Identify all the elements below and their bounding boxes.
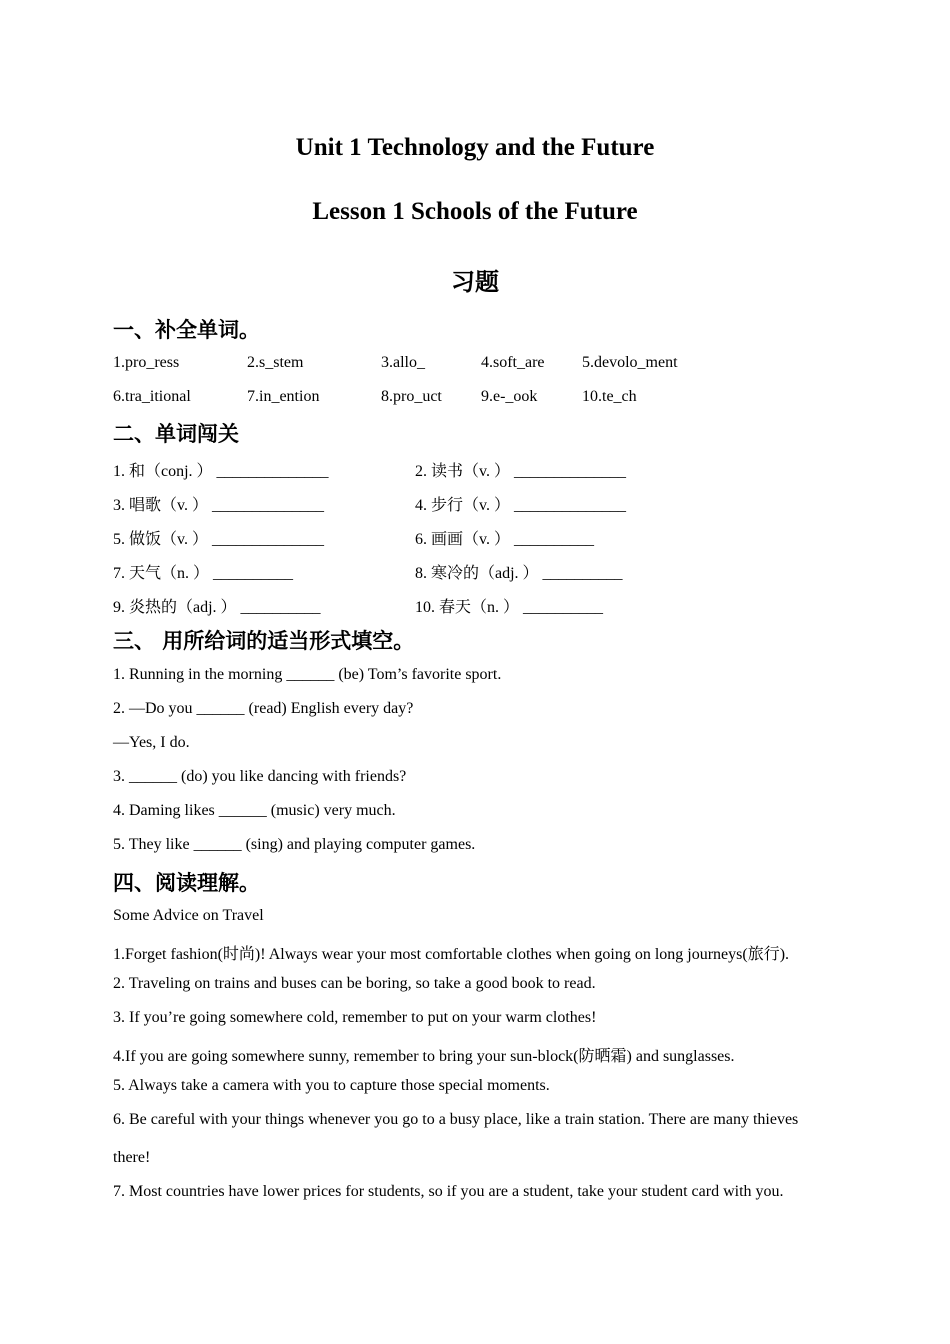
vocab-item: 6. 画画（v. ） __________ [415,531,594,548]
word-item: 10.te_ch [582,388,637,405]
vocab-item: 2. 读书（v. ） ______________ [415,463,626,480]
fill-blank-line: 4. Daming likes ______ (music) very much. [113,802,396,819]
word-item: 2.s_stem [247,354,304,371]
passage-line: 3. If you’re going somewhere cold, remember to put on your warm clothes! [113,1009,597,1026]
passage-title: Some Advice on Travel [113,907,264,924]
passage-line: 5. Always take a camera with you to capture those special moments. [113,1077,550,1094]
word-item: 4.soft_are [481,354,545,371]
word-item: 1.pro_ress [113,354,180,371]
vocab-item: 5. 做饭（v. ） ______________ [113,531,324,548]
exercises-title: 习题 [451,268,499,296]
passage-line: 2. Traveling on trains and buses can be boring, so take a good book to read. [113,975,596,992]
fill-blank-line: —Yes, I do. [113,734,190,751]
passage-line: 7. Most countries have lower prices for students, so if you are a student, take your student card with you. [113,1183,784,1200]
vocab-item: 10. 春天（n. ） __________ [415,599,604,616]
fill-blank-line: 5. They like ______ (sing) and playing computer games. [113,836,476,853]
section2-heading: 二、单词闯关 [113,422,239,446]
vocab-item: 3. 唱歌（v. ） ______________ [113,497,324,514]
fill-blank-line: 2. —Do you ______ (read) English every day? [113,700,414,717]
word-item: 8.pro_uct [381,388,442,405]
fill-blank-line: 3. ______ (do) you like dancing with friends? [113,768,407,785]
vocab-item: 1. 和（conj. ） ______________ [113,463,329,480]
passage-line: 6. Be careful with your things whenever you go to a busy place, like a train station. There are many thieves [113,1111,799,1128]
vocab-item: 8. 寒冷的（adj. ） __________ [415,565,623,582]
lesson-title: Lesson 1 Schools of the Future [312,198,638,225]
unit-title: Unit 1 Technology and the Future [295,134,655,161]
word-item: 6.tra_itional [113,388,191,405]
vocab-item: 9. 炎热的（adj. ） __________ [113,599,321,616]
passage-line: 4.If you are going somewhere sunny, remember to bring your sun-block(防晒霜) and sunglasses. [113,1048,735,1065]
vocab-item: 4. 步行（v. ） ______________ [415,497,626,514]
section1-heading: 一、补全单词。 [113,318,260,342]
passage-line: there! [113,1149,151,1166]
section4-heading: 四、阅读理解。 [113,871,260,895]
vocab-item: 7. 天气（n. ） __________ [113,565,294,582]
passage-line: 1.Forget fashion(时尚)! Always wear your most comfortable clothes when going on long journeys(旅行). [113,946,790,963]
fill-blank-line: 1. Running in the morning ______ (be) Tom’s favorite sport. [113,666,502,683]
word-item: 5.devolo_ment [582,354,678,371]
word-item: 9.e-_ook [481,388,538,405]
word-item: 3.allo_ [381,354,425,371]
section3-heading: 三、 用所给词的适当形式填空。 [113,629,415,653]
word-item: 7.in_ention [247,388,320,405]
